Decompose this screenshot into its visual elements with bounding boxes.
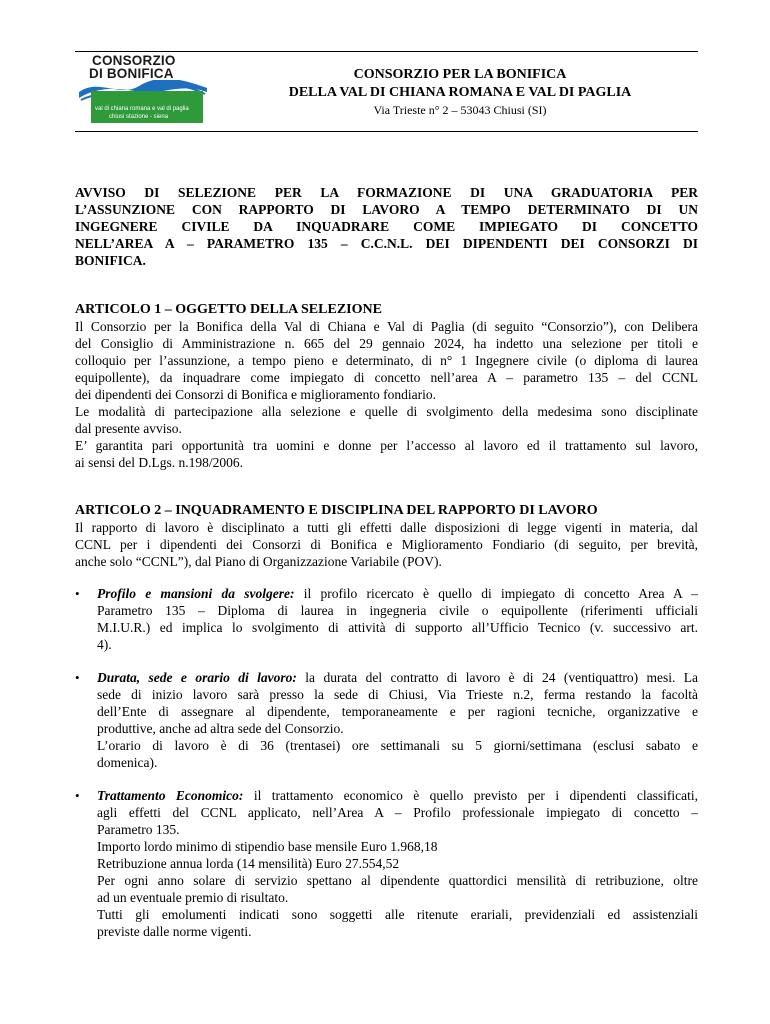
article-1-line: equipollente), da inquadrare come impiegato di concetto nell’area A – parametro 135 – del CCNL [75,370,698,385]
header-bottom-rule [75,131,698,132]
list-item-first-line [97,787,698,804]
list-item-line: 4). [97,637,112,652]
article-1-line: E’ garantita pari opportunità tra uomini e donne per l’accesso al lavoro ed il trattamento sul lavoro, [75,438,698,453]
logo-title-line2: DI BONIFICA [89,66,174,81]
org-name-line2: DELLA VAL DI CHIANA ROMANA E VAL DI PAGLIA [288,85,632,100]
list-item-line: Tutti gli emolumenti indicati sono soggetti alle ritenute erariali, previdenziali ed assistenziali [97,907,698,922]
article-2-line: CCNL per i dipendenti dei Consorzi di Bonifica e Miglioramento Fondiario (di seguito, per brevità, [75,537,698,552]
list-item-line: M.I.U.R.) ed implica lo svolgimento di attività di supporto all’Ufficio Tecnico (v. successivo art. [97,620,698,635]
bullet-icon: • [75,788,80,803]
list-item-line: L’orario di lavoro è di 36 (trentasei) ore settimanali su 5 giorni/settimana (esclusi sabato e [97,738,698,753]
list-item-line: previste dalle norme vigenti. [97,924,252,939]
list-item-lead: Profilo e mansioni da svolgere: [97,586,295,601]
notice-line: NELL’AREA A – PARAMETRO 135 – C.C.N.L. DEI DIPENDENTI DEI CONSORZI DI [75,236,698,251]
bullet-icon: • [75,586,80,601]
consorzio-logo [79,53,207,125]
list-item-first-line [97,585,698,602]
list-item-body [97,585,698,653]
notice-line: AVVISO DI SELEZIONE PER LA FORMAZIONE DI UNA GRADUATORIA PER [75,185,698,200]
notice-line: BONIFICA. [75,253,146,268]
bullet-icon: • [75,670,80,685]
organization-heading [220,66,700,118]
list-item-line: sede di inizio lavoro sarà presso la sede di Chiusi, Via Trieste n.2, ferma restando la facoltà [97,687,698,702]
list-item-text: il profilo ricercato è quello di impiegato di concetto Area A – [294,586,698,601]
logo-tagline-2: chiusi stazione - siena [109,114,169,120]
org-address: Via Trieste n° 2 – 53043 Chiusi (SI) [373,103,547,117]
list-item-line: agli effetti del CCNL applicato, nell’Area A – Profilo professionale impiegato di concetto – [97,805,698,820]
list-item-lead: Trattamento Economico: [97,788,244,803]
list-item-first-line [97,669,698,686]
list-item-line: Importo lordo minimo di stipendio base mensile Euro 1.968,18 [97,839,438,854]
logo-tagline-1: val di chiana romana e val di paglia [95,106,189,112]
list-item-line: ad un eventuale premio di risultato. [97,890,289,905]
article-1-line: ai sensi del D.Lgs. n.198/2006. [75,455,243,470]
list-item-line: Retribuzione annua lorda (14 mensilità) Euro 27.554,52 [97,856,400,871]
list-item-line: produttive, anche ad altra sede del Consorzio. [97,721,344,736]
notice-line: INGEGNERE CIVILE DA INQUADRARE COME IMPIEGATO DI CONCETTO [75,219,698,234]
list-item-line: dell’Ente di assegnare al dipendente, temporaneamente e per ragioni tecniche, organizzative e [97,704,698,719]
notice-line: L’ASSUNZIONE CON RAPPORTO DI LAVORO A TEMPO DETERMINATO DI UN [75,202,698,217]
list-item-line: domenica). [97,755,158,770]
article-1-line: colloquio per l’assunzione, a tempo pieno e determinato, di n° 1 Ingegnere civile (o diploma di laurea [75,353,698,368]
article-2-line: anche solo “CCNL”), dal Piano di Organizzazione Variabile (POV). [75,554,442,569]
list-item-text: il trattamento economico è quello previsto per i dipendenti classificati, [243,788,698,803]
article-1-line: Il Consorzio per la Bonifica della Val di Chiana e Val di Paglia (di seguito “Consorzio”), con Delibera [75,319,698,334]
article-2-line: Il rapporto di lavoro è disciplinato a tutti gli effetti dalle disposizioni di legge vigenti in materia, dal [75,520,698,535]
article-1-line: dei dipendenti dei Consorzi di Bonifica e miglioramento fondiario. [75,387,437,402]
article-2-title: ARTICOLO 2 – INQUADRAMENTO E DISCIPLINA DEL RAPPORTO DI LAVORO [75,503,598,518]
list-item-text: la durata del contratto di lavoro è di 24 (ventiquattro) mesi. La [296,670,698,685]
article-1-line: Le modalità di partecipazione alla selezione e quelle di svolgimento della medesima sono disciplinate [75,404,698,419]
logo-title-line1: CONSORZIO [92,53,176,68]
list-item-line: Parametro 135 – Diploma di laurea in ingegneria civile o equipollente (riferimenti ufficiali [97,603,698,618]
notice-title [75,184,698,269]
article-1-title: ARTICOLO 1 – OGGETTO DELLA SELEZIONE [75,302,382,317]
article-1-line: del Consiglio di Amministrazione n. 665 del 29 gennaio 2024, ha indetto una selezione per titoli e [75,336,698,351]
list-item-body [97,669,698,771]
article-1-line: dal presente avviso. [75,421,182,436]
header-top-rule [75,51,698,52]
list-item-line: Per ogni anno solare di servizio spettano al dipendente quattordici mensilità di retribuzione, oltre [97,873,698,888]
list-item-line: Parametro 135. [97,822,180,837]
article-1 [75,301,698,471]
article-2 [75,502,698,570]
list-item-body [97,787,698,940]
org-name-line1: CONSORZIO PER LA BONIFICA [353,67,567,82]
list-item-lead: Durata, sede e orario di lavoro: [97,670,297,685]
